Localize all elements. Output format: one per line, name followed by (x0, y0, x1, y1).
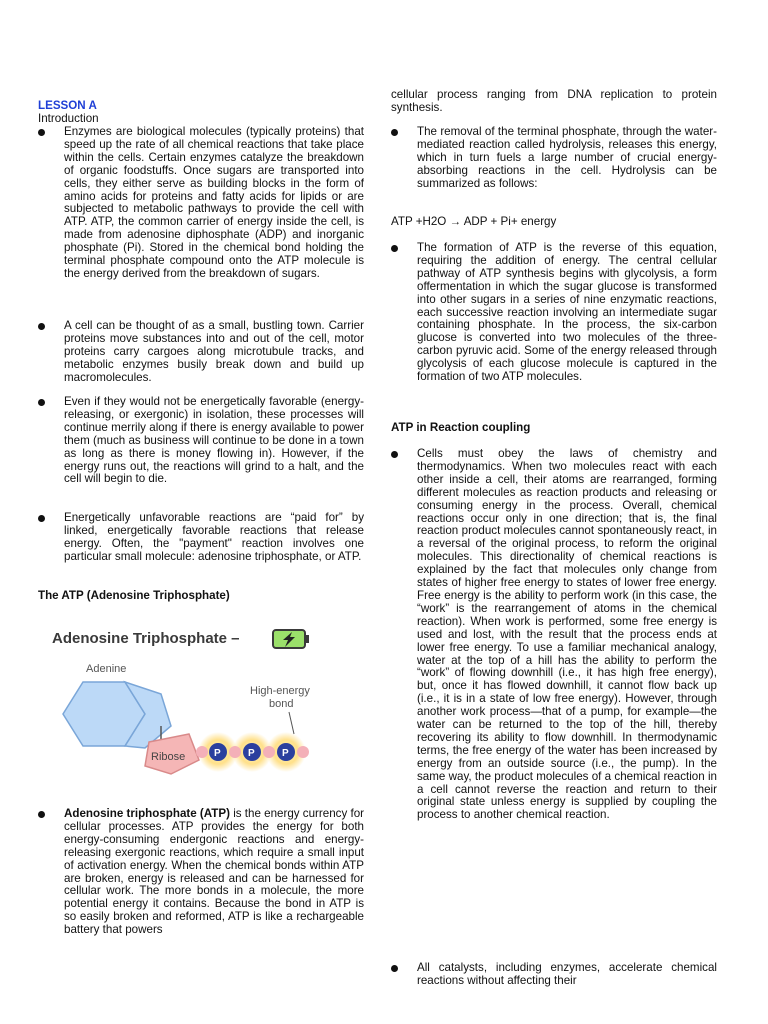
bond-label-line1: High-energy (250, 685, 310, 697)
coupling-heading: ATP in Reaction coupling (391, 421, 531, 434)
bullet-catalysts (391, 962, 717, 988)
bullet-dot (391, 965, 398, 972)
bond-pointer (289, 712, 294, 734)
link-bead (229, 746, 241, 758)
continued-text: cellular process ranging from DNA replication to protein synthesis. (391, 88, 717, 114)
bullet-text: The formation of ATP is the reverse of this equation, requiring the addition of energy. The central cellular pathway of ATP synthesis begins with glycolysis, a form offermentation in which the sugar glucose is transformed into other sugars in a series of nine enzymatic reactions, each successive reaction involving an intermediate sugar containing phosphate. In the process, the six-carbon glucose is converted into two molecules of the three-carbon pyruvic acid. Some of the energy released through glycolysis of each glucose molecule is captured in the formation of two ATP molecules. (417, 241, 717, 384)
phosphate-label: P (248, 748, 255, 759)
intro-label: Introduction (38, 112, 99, 125)
bullet-text: Even if they would not be energetically favorable (energy-releasing, or exergonic) in isolation, these processes will continue merrily along if there is energy available to power them (much as business will continue to be done in a town as long as there is money flowing in). However, if the energy runs out, the reactions will grind to a halt, and the cell will begin to die. (64, 395, 364, 486)
bullet-text: Enzymes are biological molecules (typically proteins) that speed up the rate of all chemical reactions that take place within the cells. Certain enzymes catalyze the breakdown of organic foodstuffs. Once sugars are transported into cells, they either serve as building blocks in the form of amino acids for proteins and fatty acids for lipids or are subjected to metabolic pathways to provide the cell with ATP. ATP, the common carrier of energy inside the cell, is made from adenosine diphosphate (ADP) and inorganic phosphate (Pi). Stored in the chemical bond holding the terminal phosphate compound onto the ATP molecule is the energy derived from the breakdown of sugars. (64, 125, 364, 280)
bullet-text: Cells must obey the laws of chemistry and thermodynamics. When two molecules react with each other inside a cell, their atoms are rearranged, forming different molecules as reaction products and releasing or consuming energy in the process. Overall, chemical reactions occur only in one direction; that is, the final reaction product molecules cannot spontaneously react, in a reversal of the original process, to reform the original molecules. This directionality of chemical reactions is explained by the fact that molecules only change from states of higher free energy to states of lower free energy. Free energy is the ability to perform work (in this case, the “work” is the rearrangement of atoms in the chemical reaction). When work is performed, some free energy is used and lost, with the result that the process ends at lower free energy. To use a familiar mechanical analogy, water at the top of a hill has the ability to perform the “work” of flowing downhill (i.e., it has high free energy), but, once it has flowed downhill, it cannot flow back up (i.e., it is in a state of low free energy). However, through another work process—that of a pump, for example—the water can be returned to the top of the hill, thereby recovering its ability to flow downhill. In thermodynamic terms, the free energy of the water has been increased by energy from an outside source (i.e., the pump). In the same way, the product molecules of a chemical reaction in a cell cannot reverse the reaction and return to their original state unless energy is supplied by coupling the process to another chemical reaction. (417, 447, 717, 822)
bond-label-line2: bond (269, 698, 294, 710)
link-bead (263, 746, 275, 758)
ribose-label: Ribose (151, 751, 186, 763)
bullet-thermodynamics (391, 448, 717, 822)
hydrolysis-equation: ATP +H2O → ADP + Pi+ energy (391, 215, 557, 228)
bullet-dot (38, 399, 45, 406)
bullet-atp-formation (391, 242, 717, 384)
atp-definition-text: is the energy currency for cellular processes. ATP provides the energy for both energy-consuming endergonic reactions and energy-releasing exergonic reactions, which require a small input of activation energy. When the chemical bonds within ATP are broken, energy is released and can be harnessed for cellular work. The more bonds in a molecule, the more potential energy it contains. Because the bond in ATP is so easily broken and reformed, ATP is like a rechargeable battery that powers (64, 807, 364, 937)
lesson-title: LESSON A (38, 99, 97, 112)
bullet-dot (38, 129, 45, 136)
bullet-energetics (38, 396, 364, 486)
bullet-dot (391, 245, 398, 252)
phosphate-label: P (282, 748, 289, 759)
bullet-dot (391, 129, 398, 136)
bullet-dot (38, 323, 45, 330)
bullet-hydrolysis (391, 126, 717, 191)
battery-icon (273, 630, 309, 648)
figure-title: Adenosine Triphosphate – (52, 630, 240, 647)
atp-heading: The ATP (Adenosine Triphosphate) (38, 589, 230, 602)
bullet-enzymes (38, 126, 364, 281)
phosphate-chain (196, 732, 309, 772)
phosphate-label: P (214, 748, 221, 759)
link-bead (196, 746, 208, 758)
bullet-text: All catalysts, including enzymes, accelerate chemical reactions without affecting their (417, 961, 717, 987)
bullet-atp-definition (38, 808, 364, 937)
bullet-unfavorable (38, 512, 364, 564)
bullet-text: Energetically unfavorable reactions are “paid for” by linked, energetically favorable reactions that release energy. Often, the "payment" reaction involves one particular small molecule: adenosine triphosphate, or ATP. (64, 511, 364, 563)
bullet-dot (38, 515, 45, 522)
adenine-label: Adenine (86, 663, 127, 675)
atp-figure (49, 622, 319, 804)
link-bead (297, 746, 309, 758)
bullet-dot (391, 451, 398, 458)
bullet-cell-town (38, 320, 364, 385)
bullet-text: A cell can be thought of as a small, bustling town. Carrier proteins move substances into and out of the cell, motor proteins carry cargoes along microtubule tracks, and metabolic enzymes busily break down and build up macromolecules. (64, 319, 364, 384)
bullet-text (64, 808, 364, 937)
bullet-dot (38, 811, 45, 818)
bullet-text: The removal of the terminal phosphate, through the water-mediated reaction called hydrolysis, releases this energy, which in turn fuels a large number of crucial energy-absorbing reactions in the cell. Hydrolysis can be summarized as follows: (417, 125, 717, 190)
adenine-shape (63, 682, 171, 748)
atp-bold-term: Adenosine triphosphate (ATP) (64, 807, 230, 820)
